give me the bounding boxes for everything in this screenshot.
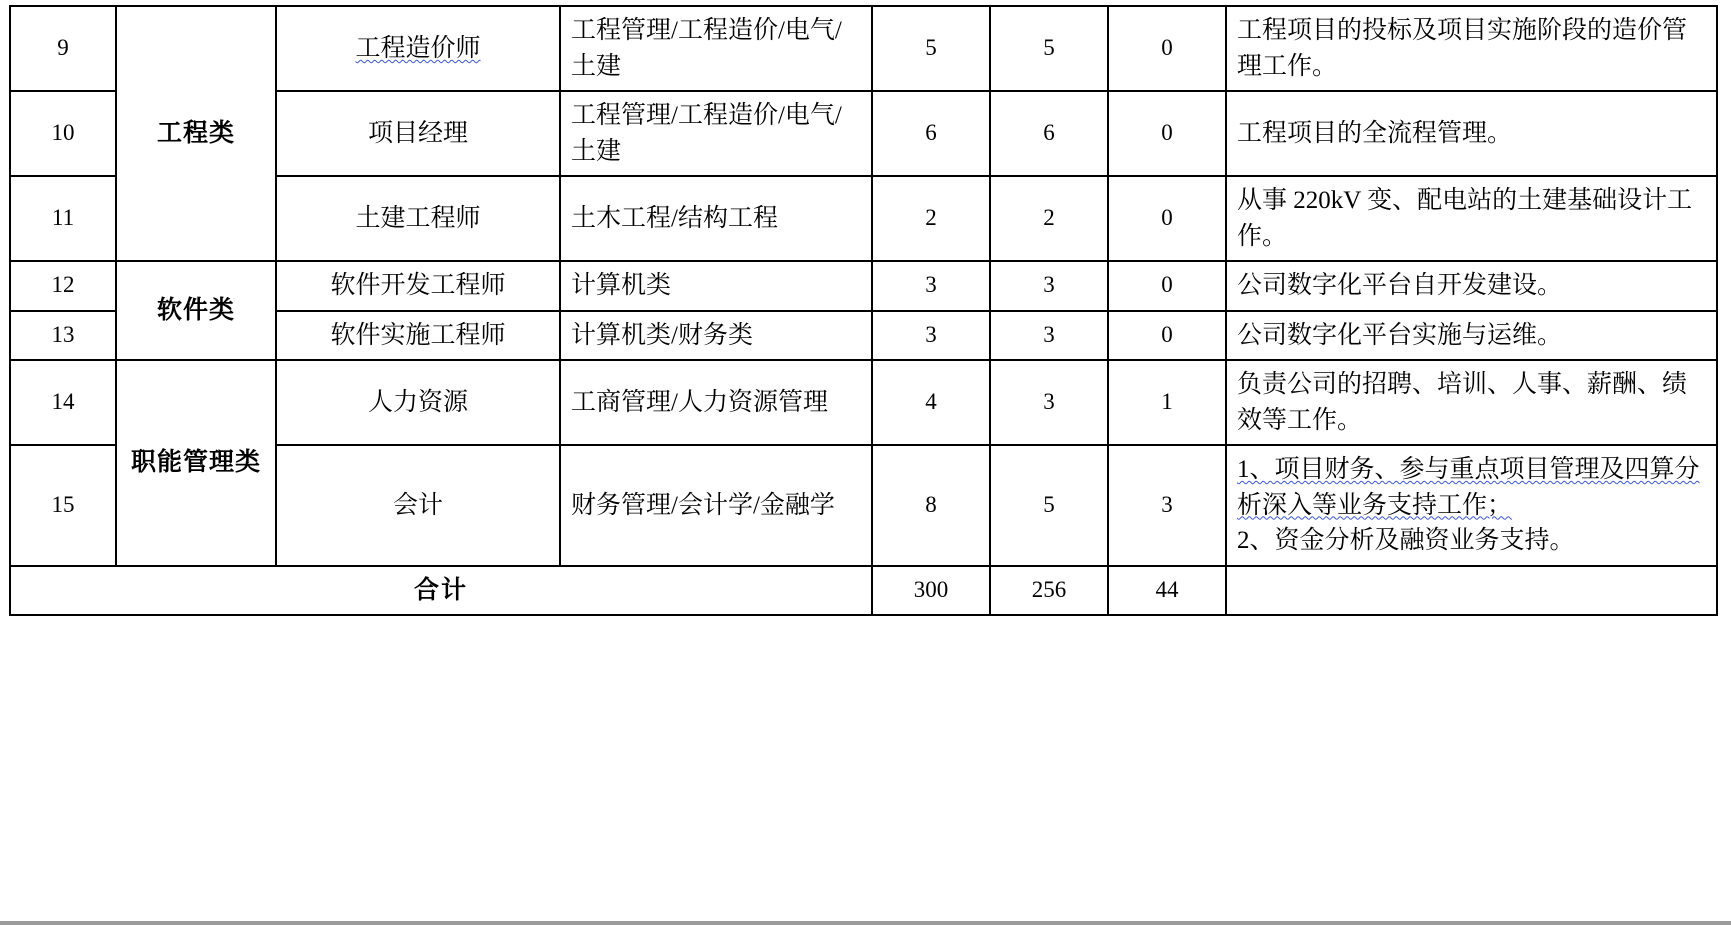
cell-major: 财务管理/会计学/金融学 bbox=[560, 445, 872, 566]
cell-total: 2 bbox=[872, 176, 990, 261]
cell-group-functional bbox=[116, 360, 276, 566]
cell-description: 公司数字化平台实施与运维。 bbox=[1226, 311, 1717, 361]
cell-description: 从事 220kV 变、配电站的土建基础设计工作。 bbox=[1226, 176, 1717, 261]
cell-undergrad: 6 bbox=[990, 91, 1108, 176]
cell-description bbox=[1226, 445, 1717, 566]
cell-master: 0 bbox=[1108, 91, 1226, 176]
cell-major: 计算机类 bbox=[560, 261, 872, 311]
cell-index: 11 bbox=[10, 176, 116, 261]
cell-major: 土木工程/结构工程 bbox=[560, 176, 872, 261]
cell-total: 8 bbox=[872, 445, 990, 566]
cell-master: 0 bbox=[1108, 261, 1226, 311]
cell-index: 12 bbox=[10, 261, 116, 311]
cell-undergrad: 3 bbox=[990, 311, 1108, 361]
cell-description: 公司数字化平台自开发建设。 bbox=[1226, 261, 1717, 311]
cell-index: 13 bbox=[10, 311, 116, 361]
cell-index: 9 bbox=[10, 6, 116, 91]
cell-index: 10 bbox=[10, 91, 116, 176]
description-line-2: 2、资金分析及融资业务支持。 bbox=[1237, 527, 1575, 554]
summary-label: 合计 bbox=[10, 566, 872, 616]
cell-master: 0 bbox=[1108, 6, 1226, 91]
cell-total: 6 bbox=[872, 91, 990, 176]
cell-total: 3 bbox=[872, 261, 990, 311]
cell-description: 工程项目的全流程管理。 bbox=[1226, 91, 1717, 176]
table-row bbox=[10, 6, 1717, 91]
cell-undergrad: 3 bbox=[990, 360, 1108, 445]
cell-undergrad: 2 bbox=[990, 176, 1108, 261]
summary-undergrad: 256 bbox=[990, 566, 1108, 616]
cell-post bbox=[276, 6, 560, 91]
cell-description: 负责公司的招聘、培训、人事、薪酬、绩效等工作。 bbox=[1226, 360, 1717, 445]
table-row bbox=[10, 360, 1717, 445]
cell-undergrad: 5 bbox=[990, 445, 1108, 566]
page-bottom-rule bbox=[0, 921, 1731, 925]
summary-master: 44 bbox=[1108, 566, 1226, 616]
cell-total: 5 bbox=[872, 6, 990, 91]
cell-major: 工程管理/工程造价/电气/土建 bbox=[560, 91, 872, 176]
summary-total: 300 bbox=[872, 566, 990, 616]
cell-group-engineering bbox=[116, 6, 276, 261]
group-label: 工程类 bbox=[156, 119, 235, 147]
description-line-1: 1、项目财务、参与重点项目管理及四算分析深入等业务支持工作； bbox=[1237, 456, 1700, 519]
group-label: 职能管理类 bbox=[130, 449, 261, 476]
cell-post: 软件实施工程师 bbox=[276, 311, 560, 361]
cell-post: 项目经理 bbox=[276, 91, 560, 176]
cell-post: 土建工程师 bbox=[276, 176, 560, 261]
cell-major: 工商管理/人力资源管理 bbox=[560, 360, 872, 445]
table-summary-row bbox=[10, 566, 1717, 616]
cell-undergrad: 3 bbox=[990, 261, 1108, 311]
cell-post: 会计 bbox=[276, 445, 560, 566]
cell-major: 计算机类/财务类 bbox=[560, 311, 872, 361]
recruitment-table bbox=[9, 5, 1718, 616]
cell-undergrad: 5 bbox=[990, 6, 1108, 91]
cell-total: 4 bbox=[872, 360, 990, 445]
cell-post: 软件开发工程师 bbox=[276, 261, 560, 311]
cell-index: 15 bbox=[10, 445, 116, 566]
table-row bbox=[10, 261, 1717, 311]
cell-index: 14 bbox=[10, 360, 116, 445]
summary-description bbox=[1226, 566, 1717, 616]
cell-total: 3 bbox=[872, 311, 990, 361]
cell-master: 0 bbox=[1108, 311, 1226, 361]
post-label: 工程造价师 bbox=[355, 34, 481, 62]
group-label: 软件类 bbox=[156, 296, 235, 324]
cell-group-software bbox=[116, 261, 276, 360]
cell-master: 3 bbox=[1108, 445, 1226, 566]
cell-master: 0 bbox=[1108, 176, 1226, 261]
cell-description: 工程项目的投标及项目实施阶段的造价管理工作。 bbox=[1226, 6, 1717, 91]
cell-post: 人力资源 bbox=[276, 360, 560, 445]
cell-major: 工程管理/工程造价/电气/土建 bbox=[560, 6, 872, 91]
cell-master: 1 bbox=[1108, 360, 1226, 445]
